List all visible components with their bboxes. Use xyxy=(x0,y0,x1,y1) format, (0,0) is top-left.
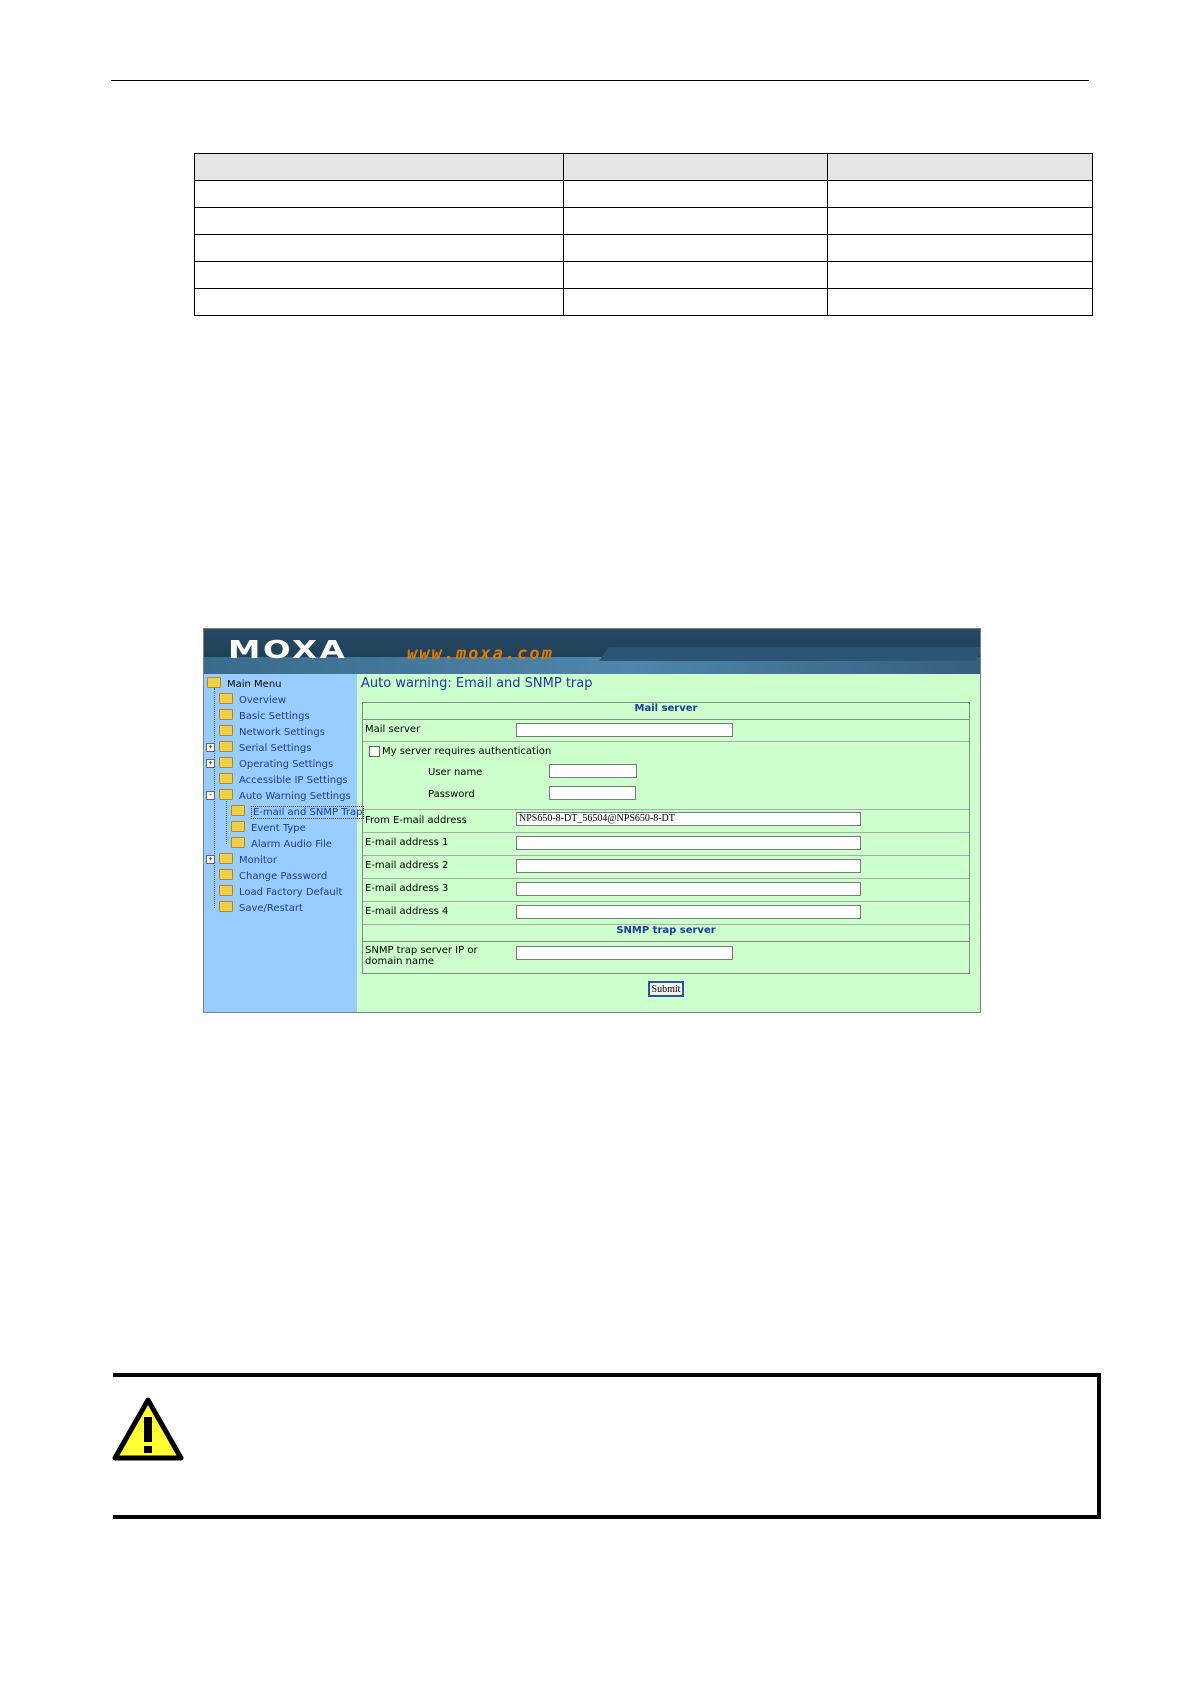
menu-label: Auto Warning Settings xyxy=(239,791,351,802)
email-address-3-label: E-mail address 3 xyxy=(365,883,449,894)
menu-label: Operating Settings xyxy=(239,759,334,770)
reference-table xyxy=(194,153,1093,316)
snmp-trap-label-cont: domain name xyxy=(365,956,434,967)
menu-label: Monitor xyxy=(239,855,278,866)
menu-label: Network Settings xyxy=(239,727,325,738)
table-cell xyxy=(828,235,1093,262)
menu-label: Event Type xyxy=(251,823,306,834)
menu-label: E-mail and SNMP Trap xyxy=(253,807,363,818)
table-cell xyxy=(828,289,1093,316)
folder-icon xyxy=(219,901,233,912)
menu-label: Alarm Audio File xyxy=(251,839,332,850)
table-cell xyxy=(195,181,564,208)
menu-item-serial-settings[interactable] xyxy=(208,741,312,757)
menu-item-operating-settings[interactable] xyxy=(208,757,334,773)
embedded-screenshot xyxy=(203,628,981,1013)
email-address-2-row xyxy=(363,856,969,879)
menu-item-email-snmp-trap[interactable] xyxy=(231,805,364,821)
email-address-1-row xyxy=(363,833,969,856)
email-snmp-form xyxy=(362,702,970,974)
warning-box xyxy=(113,1373,1101,1519)
table-row xyxy=(195,262,1093,289)
folder-icon xyxy=(219,757,233,768)
menu-item-overview[interactable] xyxy=(219,693,286,709)
table-cell xyxy=(563,181,828,208)
warning-box-top-border xyxy=(113,1373,1101,1377)
folder-open-icon xyxy=(219,789,233,800)
email-address-1-label: E-mail address 1 xyxy=(365,837,449,848)
password-input[interactable] xyxy=(549,786,636,800)
user-name-label: User name xyxy=(428,767,483,778)
mail-server-row xyxy=(363,720,969,742)
table-cell xyxy=(195,235,564,262)
email-address-3-input[interactable] xyxy=(516,882,861,896)
table-cell xyxy=(563,208,828,235)
collapse-minus-icon[interactable]: - xyxy=(206,791,215,800)
table-header-cell xyxy=(195,154,564,181)
folder-icon xyxy=(219,741,233,752)
menu-label: Main Menu xyxy=(227,679,282,690)
table-cell xyxy=(195,289,564,316)
email-address-4-label: E-mail address 4 xyxy=(365,906,449,917)
expand-plus-icon[interactable]: + xyxy=(206,855,215,864)
authentication-row xyxy=(363,742,969,810)
folder-icon xyxy=(219,885,233,896)
menu-item-monitor[interactable] xyxy=(208,853,278,869)
from-email-row xyxy=(363,810,969,833)
table-cell xyxy=(828,181,1093,208)
mail-server-section-header: Mail server xyxy=(363,703,969,720)
moxa-banner xyxy=(204,629,980,674)
folder-icon xyxy=(219,725,233,736)
table-header-cell xyxy=(563,154,828,181)
folder-icon xyxy=(219,693,233,704)
table-cell xyxy=(563,235,828,262)
menu-label: Serial Settings xyxy=(239,743,312,754)
menu-item-change-password[interactable] xyxy=(219,869,327,885)
table-cell xyxy=(195,208,564,235)
from-email-input[interactable]: NPS650-8-DT_56504@NPS650-8-DT xyxy=(516,812,861,826)
table-cell xyxy=(563,262,828,289)
snmp-trap-input[interactable] xyxy=(516,946,733,960)
folder-icon xyxy=(219,773,233,784)
menu-item-basic-settings[interactable] xyxy=(219,709,310,725)
auth-checkbox[interactable] xyxy=(369,746,380,757)
moxa-logo: MOXA xyxy=(228,635,348,664)
table-row xyxy=(195,235,1093,262)
menu-item-save-restart[interactable] xyxy=(219,901,303,917)
table-cell xyxy=(563,289,828,316)
menu-item-main-menu[interactable] xyxy=(207,677,282,693)
folder-icon xyxy=(207,677,221,688)
folder-icon xyxy=(231,837,245,848)
table-cell xyxy=(828,262,1093,289)
expand-plus-icon[interactable]: + xyxy=(206,759,215,768)
banner-stripe-accent xyxy=(599,647,981,661)
email-address-3-row xyxy=(363,879,969,902)
menu-label: Accessible IP Settings xyxy=(239,775,348,786)
email-address-1-input[interactable] xyxy=(516,836,861,850)
folder-icon xyxy=(231,821,245,832)
snmp-trap-row xyxy=(363,942,969,972)
folder-icon xyxy=(219,709,233,720)
folder-icon xyxy=(219,869,233,880)
main-menu-sidebar xyxy=(204,674,363,1012)
menu-item-auto-warning-settings[interactable] xyxy=(208,789,351,805)
warning-triangle-icon xyxy=(112,1397,184,1461)
mail-server-label: Mail server xyxy=(365,724,421,735)
email-address-4-row xyxy=(363,902,969,925)
folder-icon xyxy=(219,853,233,864)
mail-server-input[interactable] xyxy=(516,723,733,737)
table-header-row xyxy=(195,154,1093,181)
submit-button[interactable]: Submit xyxy=(648,981,684,997)
snmp-section-header: SNMP trap server xyxy=(363,925,969,942)
page-header-rule xyxy=(111,80,1089,81)
menu-item-event-type[interactable] xyxy=(231,821,306,837)
menu-label: Change Password xyxy=(239,871,328,882)
email-address-2-label: E-mail address 2 xyxy=(365,860,449,871)
table-row xyxy=(195,208,1093,235)
table-row xyxy=(195,181,1093,208)
menu-label: Basic Settings xyxy=(239,711,310,722)
settings-pane xyxy=(359,674,980,1012)
table-row xyxy=(195,289,1093,316)
site-url: www.moxa.com xyxy=(407,644,554,664)
email-address-4-input[interactable] xyxy=(516,905,861,919)
folder-icon xyxy=(231,805,245,816)
menu-item-accessible-ip-settings[interactable] xyxy=(219,773,348,789)
user-name-input[interactable] xyxy=(549,764,637,778)
menu-label: Overview xyxy=(239,695,287,706)
menu-label: Load Factory Default xyxy=(239,887,343,898)
page-title: Auto warning: Email and SNMP trap xyxy=(361,676,593,691)
table-cell xyxy=(195,262,564,289)
expand-plus-icon[interactable]: + xyxy=(206,743,215,752)
menu-item-network-settings[interactable] xyxy=(219,725,325,741)
table-header-cell xyxy=(828,154,1093,181)
auth-label: My server requires authentication xyxy=(382,746,552,757)
from-email-label: From E-mail address xyxy=(365,815,467,826)
email-address-2-input[interactable] xyxy=(516,859,861,873)
menu-item-load-factory-default[interactable] xyxy=(219,885,342,901)
menu-label: Save/Restart xyxy=(239,903,303,914)
table-cell xyxy=(828,208,1093,235)
snmp-trap-label: SNMP trap server IP or xyxy=(365,945,478,956)
password-label: Password xyxy=(428,789,475,800)
menu-item-alarm-audio-file[interactable] xyxy=(231,837,332,853)
